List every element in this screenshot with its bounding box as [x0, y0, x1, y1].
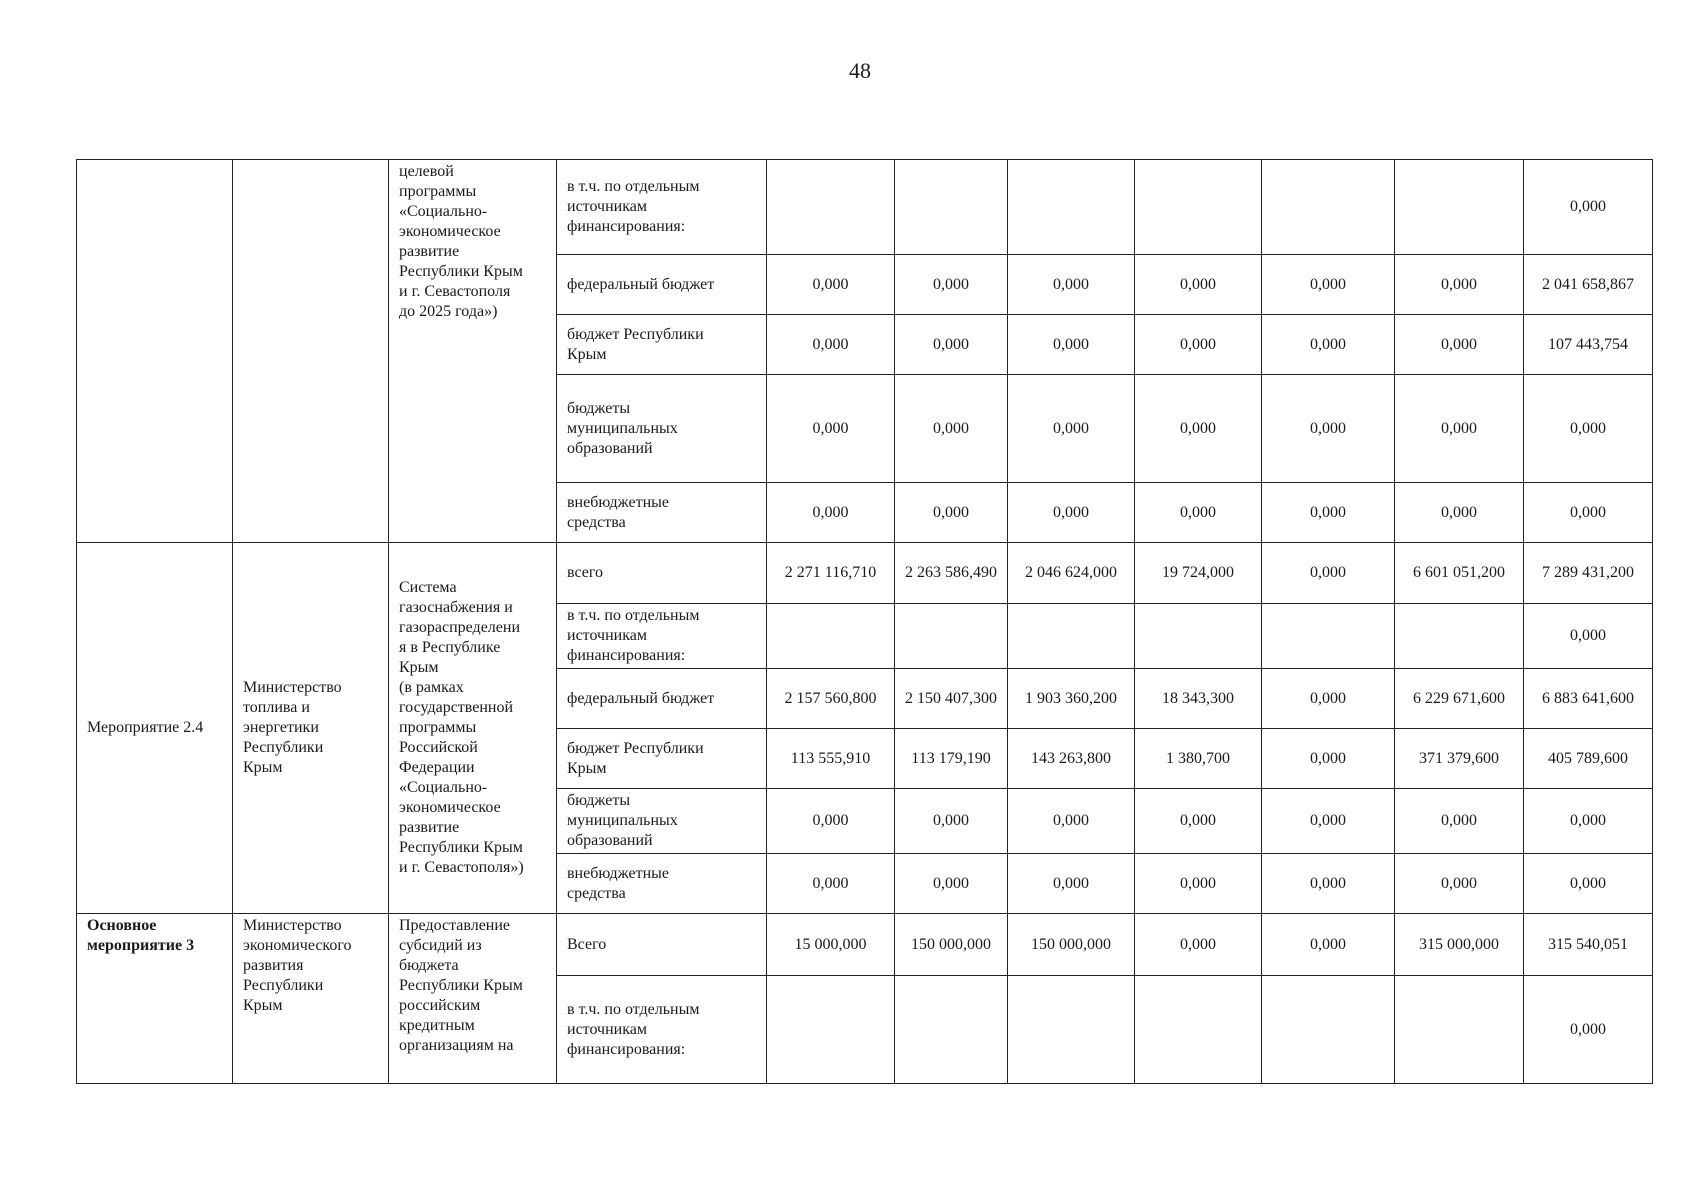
funding-source-cell: внебюджетные средства	[557, 854, 767, 914]
amount-cell: 0,000	[1008, 789, 1135, 854]
amount-cell: 0,000	[1008, 854, 1135, 914]
amount-cell: 0,000	[1262, 483, 1395, 543]
amount-cell	[1395, 976, 1524, 1084]
amount-cell	[1135, 604, 1262, 669]
amount-cell	[767, 604, 895, 669]
amount-cell: 0,000	[1524, 604, 1653, 669]
amount-cell: 2 041 658,867	[1524, 255, 1653, 315]
amount-cell: 1 903 360,200	[1008, 669, 1135, 729]
funding-source-cell: в т.ч. по отдельным источникам финансирования:	[557, 976, 767, 1084]
funding-source-cell: всего	[557, 543, 767, 604]
amount-cell: 2 263 586,490	[895, 543, 1008, 604]
amount-cell: 0,000	[767, 483, 895, 543]
amount-cell: 0,000	[1135, 483, 1262, 543]
amount-cell: 0,000	[1262, 789, 1395, 854]
amount-cell: 0,000	[895, 483, 1008, 543]
amount-cell: 0,000	[1008, 375, 1135, 483]
amount-cell: 0,000	[1262, 375, 1395, 483]
activity-cell	[77, 160, 233, 543]
amount-cell: 6 883 641,600	[1524, 669, 1653, 729]
amount-cell: 0,000	[1395, 255, 1524, 315]
funding-source-cell: бюджет Республики Крым	[557, 315, 767, 375]
amount-cell: 0,000	[1395, 483, 1524, 543]
amount-cell	[1008, 976, 1135, 1084]
amount-cell: 113 555,910	[767, 729, 895, 789]
activity-cell: Основное мероприятие 3	[77, 914, 233, 1084]
amount-cell	[1008, 160, 1135, 255]
amount-cell: 0,000	[1262, 729, 1395, 789]
amount-cell: 0,000	[1524, 160, 1653, 255]
amount-cell: 0,000	[1395, 375, 1524, 483]
amount-cell: 0,000	[767, 854, 895, 914]
funding-source-cell: федеральный бюджет	[557, 255, 767, 315]
table-row	[77, 914, 1653, 976]
amount-cell: 7 289 431,200	[1524, 543, 1653, 604]
amount-cell: 1 380,700	[1135, 729, 1262, 789]
amount-cell: 2 150 407,300	[895, 669, 1008, 729]
table-row	[77, 160, 1653, 255]
amount-cell	[767, 976, 895, 1084]
amount-cell: 0,000	[1135, 315, 1262, 375]
amount-cell: 113 179,190	[895, 729, 1008, 789]
amount-cell	[1262, 160, 1395, 255]
amount-cell	[1262, 976, 1395, 1084]
executor-cell: Министерство топлива и энергетики Республики Крым	[233, 543, 389, 914]
table-row	[77, 543, 1653, 604]
amount-cell	[895, 604, 1008, 669]
amount-cell: 0,000	[1395, 789, 1524, 854]
amount-cell: 0,000	[1008, 483, 1135, 543]
amount-cell: 0,000	[1262, 914, 1395, 976]
amount-cell: 0,000	[1395, 854, 1524, 914]
amount-cell: 315 000,000	[1395, 914, 1524, 976]
amount-cell: 0,000	[895, 854, 1008, 914]
page-number: 48	[849, 58, 871, 83]
amount-cell: 0,000	[895, 789, 1008, 854]
amount-cell: 6 601 051,200	[1395, 543, 1524, 604]
amount-cell	[1135, 976, 1262, 1084]
funding-source-cell: бюджет Республики Крым	[557, 729, 767, 789]
amount-cell: 2 046 624,000	[1008, 543, 1135, 604]
funding-source-cell: внебюджетные средства	[557, 483, 767, 543]
amount-cell: 0,000	[1262, 543, 1395, 604]
amount-cell: 0,000	[1135, 854, 1262, 914]
amount-cell: 0,000	[767, 255, 895, 315]
amount-cell	[895, 160, 1008, 255]
executor-cell: Министерство экономического развития Республики Крым	[233, 914, 389, 1084]
amount-cell: 150 000,000	[1008, 914, 1135, 976]
amount-cell: 0,000	[1262, 854, 1395, 914]
activity-cell: Мероприятие 2.4	[77, 543, 233, 914]
amount-cell: 0,000	[1262, 255, 1395, 315]
funding-source-cell: федеральный бюджет	[557, 669, 767, 729]
amount-cell: 0,000	[1008, 255, 1135, 315]
amount-cell: 405 789,600	[1524, 729, 1653, 789]
amount-cell	[1008, 604, 1135, 669]
amount-cell: 2 157 560,800	[767, 669, 895, 729]
amount-cell: 0,000	[1262, 669, 1395, 729]
amount-cell: 2 271 116,710	[767, 543, 895, 604]
amount-cell: 18 343,300	[1135, 669, 1262, 729]
amount-cell: 143 263,800	[1008, 729, 1135, 789]
funding-source-cell: Всего	[557, 914, 767, 976]
amount-cell: 0,000	[1008, 315, 1135, 375]
amount-cell: 0,000	[1524, 483, 1653, 543]
amount-cell: 150 000,000	[895, 914, 1008, 976]
amount-cell: 0,000	[1524, 854, 1653, 914]
funding-source-cell: бюджеты муниципальных образований	[557, 789, 767, 854]
amount-cell: 0,000	[1135, 914, 1262, 976]
amount-cell	[895, 976, 1008, 1084]
amount-cell: 19 724,000	[1135, 543, 1262, 604]
amount-cell	[1395, 160, 1524, 255]
amount-cell: 0,000	[767, 789, 895, 854]
executor-cell	[233, 160, 389, 543]
amount-cell: 0,000	[1135, 375, 1262, 483]
amount-cell: 0,000	[895, 255, 1008, 315]
amount-cell: 371 379,600	[1395, 729, 1524, 789]
funding-source-cell: бюджеты муниципальных образований	[557, 375, 767, 483]
funding-source-cell: в т.ч. по отдельным источникам финансирования:	[557, 604, 767, 669]
amount-cell	[1395, 604, 1524, 669]
amount-cell	[1135, 160, 1262, 255]
amount-cell	[1262, 604, 1395, 669]
budget-table	[76, 159, 1653, 1084]
amount-cell: 0,000	[767, 375, 895, 483]
description-cell: целевой программы «Социально- экономическое развитие Республики Крым и г. Севастополя до 2025 года»)	[389, 160, 557, 543]
amount-cell: 0,000	[1524, 375, 1653, 483]
amount-cell: 0,000	[1262, 315, 1395, 375]
amount-cell: 107 443,754	[1524, 315, 1653, 375]
funding-source-cell: в т.ч. по отдельным источникам финансирования:	[557, 160, 767, 255]
amount-cell: 0,000	[895, 375, 1008, 483]
amount-cell: 0,000	[1135, 789, 1262, 854]
amount-cell: 0,000	[895, 315, 1008, 375]
amount-cell: 0,000	[1395, 315, 1524, 375]
amount-cell: 15 000,000	[767, 914, 895, 976]
amount-cell: 0,000	[1135, 255, 1262, 315]
amount-cell: 315 540,051	[1524, 914, 1653, 976]
amount-cell: 0,000	[767, 315, 895, 375]
amount-cell	[767, 160, 895, 255]
description-cell: Система газоснабжения и газораспределени я в Республике Крым (в рамках государственной программы Российской Федерации «Социально- экономическое развитие Республики Крым и г. Севастополя»)	[389, 543, 557, 914]
amount-cell: 0,000	[1524, 976, 1653, 1084]
amount-cell: 0,000	[1524, 789, 1653, 854]
amount-cell: 6 229 671,600	[1395, 669, 1524, 729]
description-cell: Предоставление субсидий из бюджета Республики Крым российским кредитным организациям на	[389, 914, 557, 1084]
